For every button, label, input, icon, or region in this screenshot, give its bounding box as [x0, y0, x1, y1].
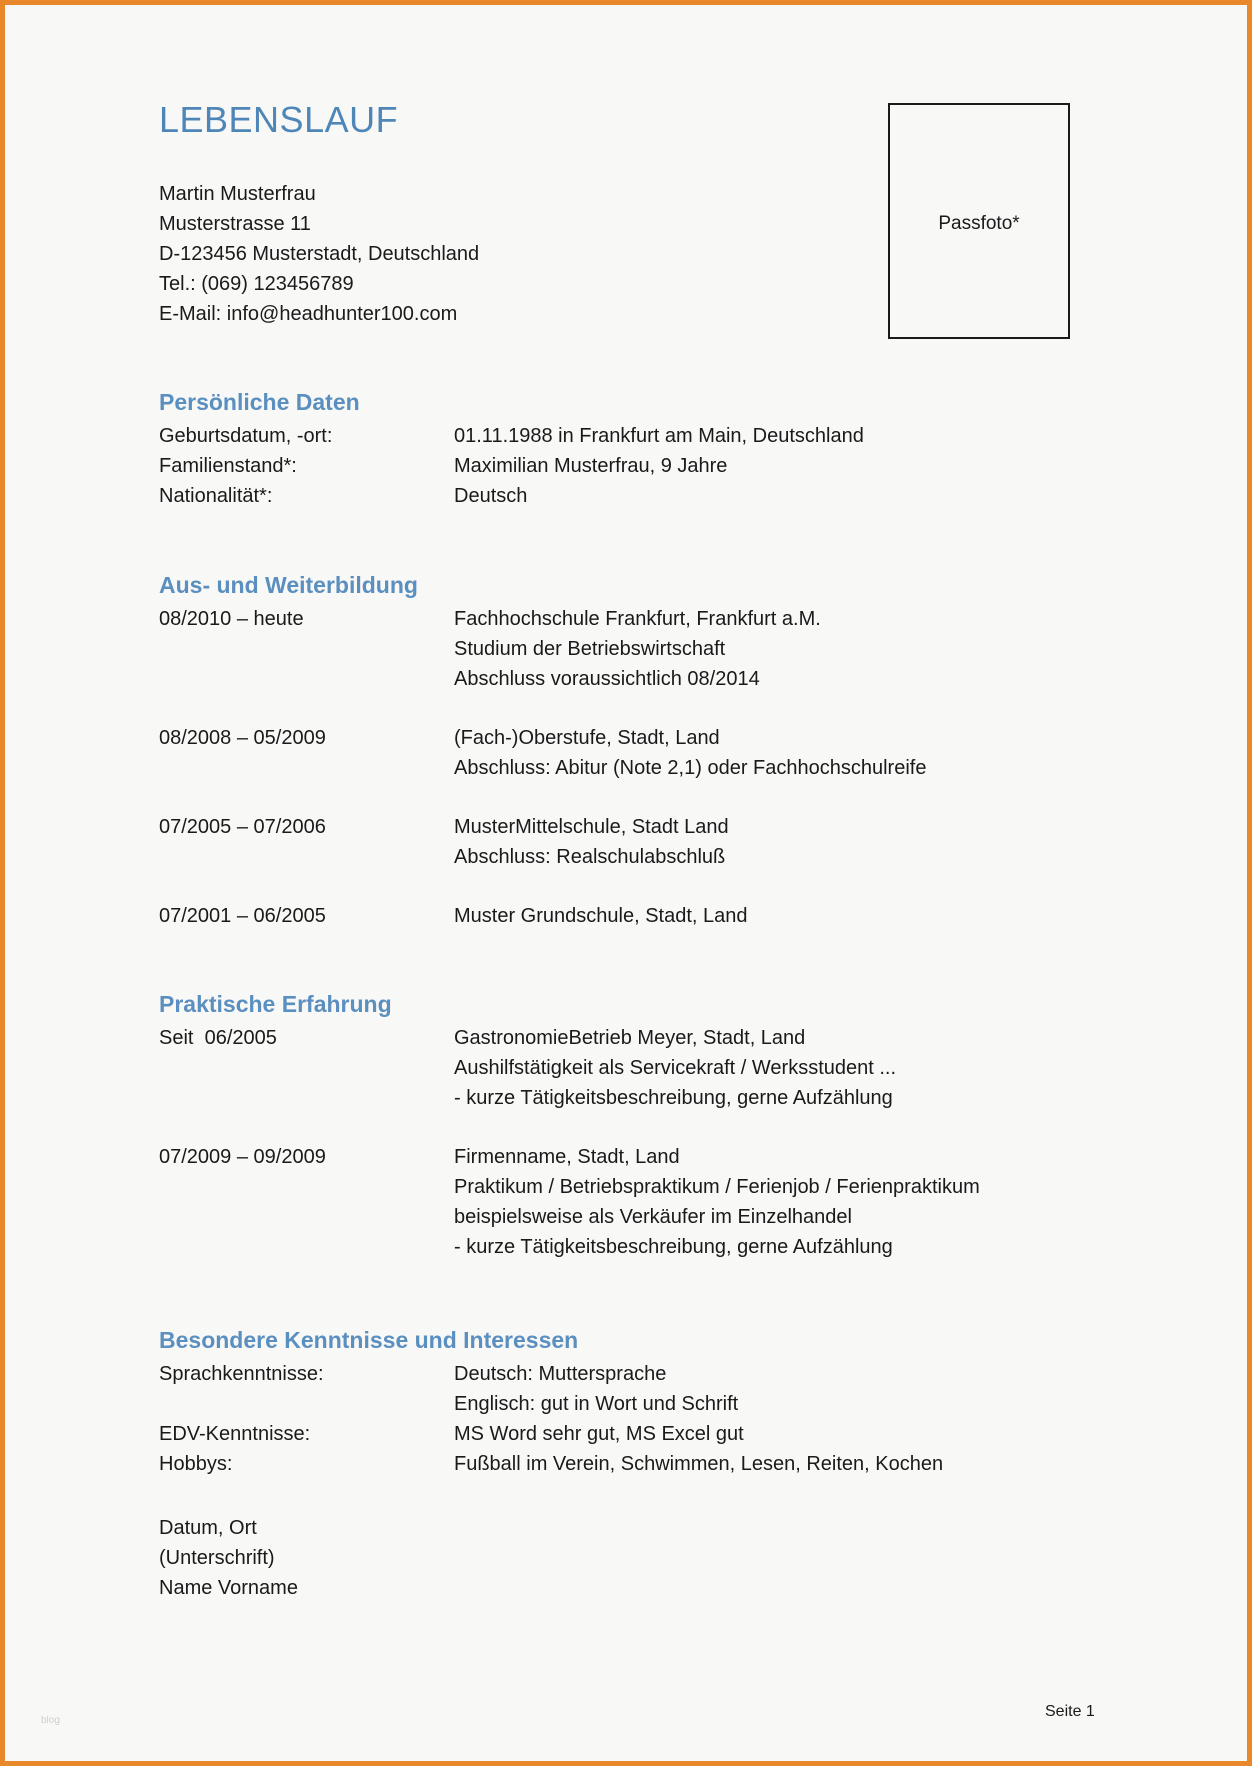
resume-page — [5, 5, 1247, 1761]
signature-line: Datum, Ort — [159, 1517, 257, 1539]
entry-line: (Fach-)Oberstufe, Stadt, Land — [454, 727, 720, 749]
row-value: Maximilian Musterfrau, 9 Jahre — [454, 455, 728, 477]
entry-line: - kurze Tätigkeitsbeschreibung, gerne Aufzählung — [454, 1087, 893, 1109]
education-entry — [159, 901, 1059, 931]
photo-label: Passfoto* — [938, 213, 1020, 234]
signature-line: Name Vorname — [159, 1577, 298, 1599]
contact-city: D-123456 Musterstadt, Deutschland — [159, 243, 480, 265]
contact-name: Martin Musterfrau — [159, 183, 316, 205]
skills-entry — [159, 1419, 1059, 1449]
contact-street: Musterstrasse 11 — [159, 213, 311, 235]
entry-line: beispielsweise als Verkäufer im Einzelhandel — [454, 1206, 852, 1228]
entry-line: Fachhochschule Frankfurt, Frankfurt a.M. — [454, 608, 821, 630]
entry-line: Englisch: gut in Wort und Schrift — [454, 1393, 739, 1415]
contact-block — [159, 179, 479, 329]
entry-line: Abschluss: Realschulabschluß — [454, 846, 726, 868]
entry-line: Abschluss: Abitur (Note 2,1) oder Fachhochschulreife — [454, 757, 927, 779]
section-heading: Praktische Erfahrung — [159, 991, 392, 1017]
row-label: Geburtsdatum, -ort: — [159, 425, 333, 447]
experience-entry — [159, 1023, 1059, 1113]
skills-entry — [159, 1359, 1059, 1419]
entry-label: Sprachkenntnisse: — [159, 1363, 324, 1385]
entry-line: - kurze Tätigkeitsbeschreibung, gerne Aufzählung — [454, 1236, 893, 1258]
row-value: Deutsch — [454, 485, 528, 507]
entry-date: 08/2010 – heute — [159, 608, 304, 630]
entry-line: Praktikum / Betriebspraktikum / Ferienjob / Ferienpraktikum — [454, 1176, 980, 1198]
section-skills — [159, 1325, 1059, 1479]
entry-line: Studium der Betriebswirtschaft — [454, 638, 726, 660]
personal-row — [159, 451, 1059, 481]
education-entry — [159, 604, 1059, 694]
entry-date: 07/2001 – 06/2005 — [159, 905, 326, 927]
entry-line: Abschluss voraussichtlich 08/2014 — [454, 668, 760, 690]
row-value: 01.11.1988 in Frankfurt am Main, Deutschland — [454, 425, 864, 447]
education-entry — [159, 812, 1059, 872]
personal-row — [159, 421, 1059, 451]
entry-date: 07/2009 – 09/2009 — [159, 1146, 326, 1168]
entry-label: EDV-Kenntnisse: — [159, 1423, 311, 1445]
entry-line: Muster Grundschule, Stadt, Land — [454, 905, 748, 927]
personal-row — [159, 481, 1059, 511]
section-experience — [159, 989, 1059, 1262]
contact-phone: Tel.: (069) 123456789 — [159, 273, 354, 295]
entry-date: 07/2005 – 07/2006 — [159, 816, 326, 838]
section-heading: Persönliche Daten — [159, 389, 360, 415]
education-entry — [159, 723, 1059, 783]
skills-entry — [159, 1449, 1059, 1479]
entry-line: Deutsch: Muttersprache — [454, 1363, 667, 1385]
entry-line: MusterMittelschule, Stadt Land — [454, 816, 729, 838]
entry-line: Aushilfstätigkeit als Servicekraft / Werksstudent ... — [454, 1057, 897, 1079]
section-heading: Besondere Kenntnisse und Interessen — [159, 1327, 579, 1353]
entry-line: Firmenname, Stadt, Land — [454, 1146, 680, 1168]
entry-line: MS Word sehr gut, MS Excel gut — [454, 1423, 744, 1445]
watermark: blog — [41, 1715, 60, 1726]
row-label: Familienstand*: — [159, 455, 297, 477]
entry-date: Seit 06/2005 — [159, 1027, 277, 1049]
photo-placeholder — [888, 103, 1070, 339]
section-education — [159, 570, 1059, 931]
entry-line: Fußball im Verein, Schwimmen, Lesen, Reiten, Kochen — [454, 1453, 944, 1475]
experience-entry — [159, 1142, 1059, 1262]
contact-email: E-Mail: info@headhunter100.com — [159, 303, 458, 325]
page-title: LEBENSLAUF — [159, 99, 399, 140]
section-heading: Aus- und Weiterbildung — [159, 572, 418, 598]
signature-line: (Unterschrift) — [159, 1547, 275, 1569]
entry-label: Hobbys: — [159, 1453, 233, 1475]
page-number: Seite 1 — [1045, 1703, 1095, 1720]
entry-date: 08/2008 – 05/2009 — [159, 727, 326, 749]
entry-line: GastronomieBetrieb Meyer, Stadt, Land — [454, 1027, 806, 1049]
section-personal — [159, 387, 1059, 511]
signature-block — [159, 1513, 298, 1603]
row-label: Nationalität*: — [159, 485, 273, 507]
